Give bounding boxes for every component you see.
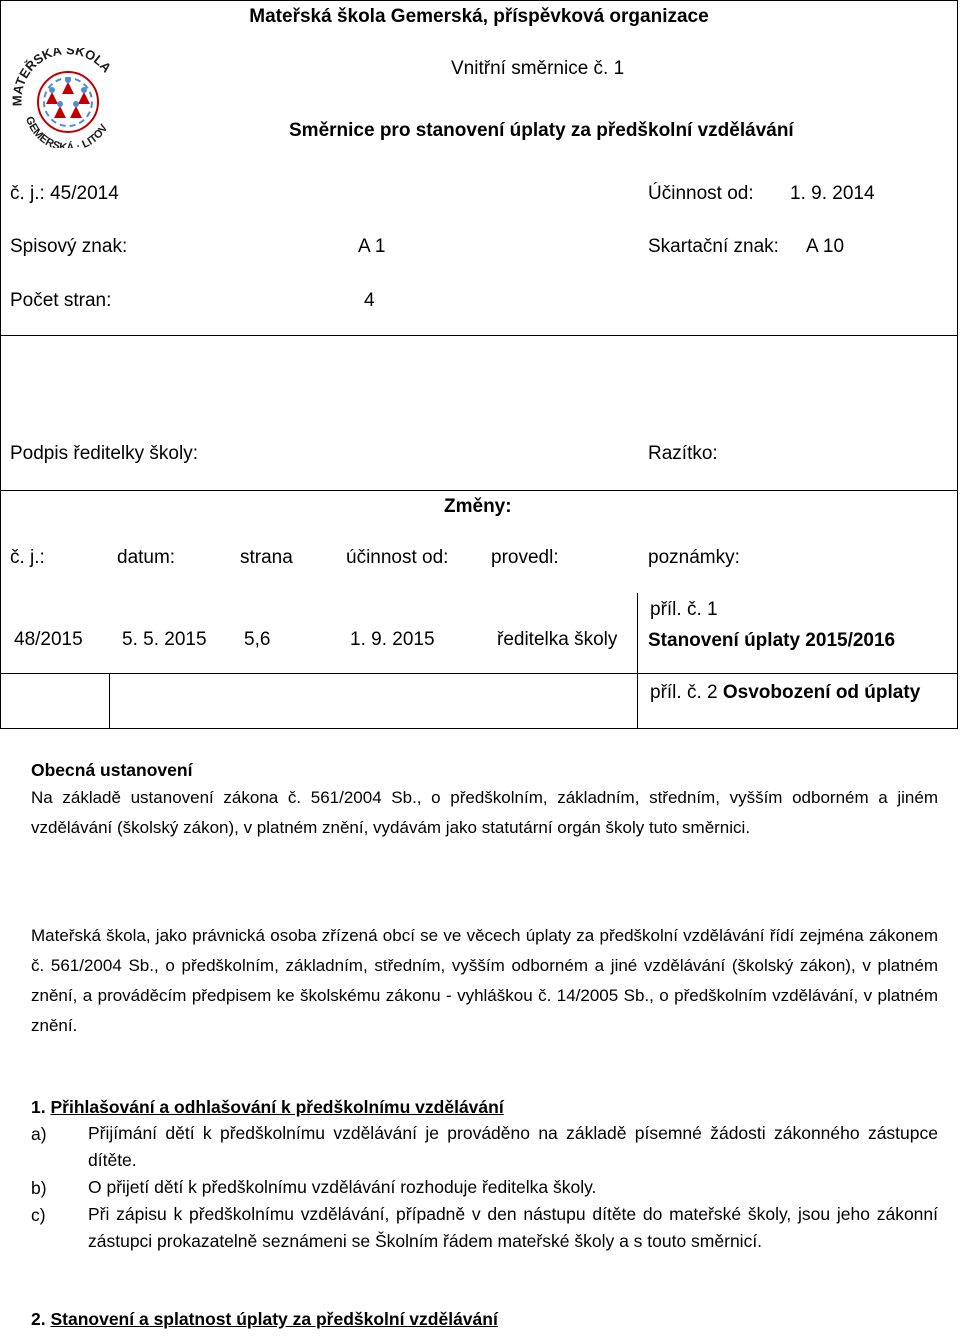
table-border-left [0, 0, 1, 729]
logo-text-top: MATEŘSKÁ ŠKOLA [9, 48, 115, 107]
table-col-divider-small [109, 673, 110, 729]
effective-label: Účinnost od: [648, 183, 754, 204]
changes-header-pages: strana [240, 547, 293, 568]
table-border-right [957, 0, 958, 729]
list-item-text-b: O přijetí dětí k předškolnímu vzdělávání rozhoduje ředitelka školy. [88, 1177, 597, 1197]
signature-label: Podpis ředitelky školy: [10, 443, 198, 464]
section-1-title: Přihlašování a odhlašování k předškolnímu vzdělávání [50, 1097, 504, 1117]
shred-code-value: A 10 [806, 236, 845, 257]
school-logo [8, 48, 126, 148]
stamp-label: Razítko: [648, 443, 718, 464]
shred-code-label: Skartační znak: [648, 236, 779, 257]
pages-label: Počet stran: [10, 290, 112, 311]
changes-header-by: provedl: [491, 547, 559, 568]
directive-title: Směrnice pro stanovení úplaty za předškolní vzdělávání [289, 120, 794, 141]
change-note2 [650, 682, 920, 704]
change-date: 5. 5. 2015 [122, 629, 207, 650]
table-border-bottom [0, 728, 958, 729]
changes-title: Změny: [444, 496, 512, 517]
directive-number: Vnitřní směrnice č. 1 [451, 58, 625, 79]
change-note2-prefix: příl. č. 2 [650, 682, 718, 703]
change-by: ředitelka školy [497, 629, 618, 650]
table-line-2 [0, 490, 958, 491]
changes-header-date: datum: [117, 547, 176, 568]
organization-name: Mateřská škola Gemerská, příspěvková organizace [249, 6, 709, 27]
table-border-top [0, 0, 958, 1]
table-line-3 [0, 673, 958, 674]
general-heading: Obecná ustanovení [31, 760, 193, 780]
change-effective: 1. 9. 2015 [350, 629, 435, 650]
table-line-1 [0, 335, 958, 336]
paragraph-1: Na základě ustanovení zákona č. 561/2004 Sb., o předškolním, základním, středním, vyšším odborném a jiném vzdělávání (školský zákon), v platném znění, vydávám jako statutární orgán školy tuto směrnici. [31, 788, 938, 837]
list-item-letter-b: b) [31, 1178, 47, 1198]
change-ref: 48/2015 [14, 629, 83, 650]
file-code-value: A 1 [358, 236, 386, 257]
changes-header-effective: účinnost od: [346, 547, 449, 568]
section-1-heading [31, 1097, 504, 1118]
changes-header-ref: č. j.: [10, 547, 45, 568]
change-pages: 5,6 [244, 629, 271, 650]
paragraph-2: Mateřská škola, jako právnická osoba zřízená obcí se ve věcech úplaty za předškolní vzdělávání řídí zejména zákonem č. 561/2004 Sb., o předškolním, základním, středním, vyšším odborném a jiné vzdělávání (školský zákon), v platném znění, a prováděcím předpisem ke školskému zákonu - vyhláškou č. 14/2005 Sb., o předškolním vzdělávání, v platném znění. [31, 926, 938, 1035]
section-2-title: Stanovení a splatnost úplaty za předškolní vzdělávání [50, 1309, 498, 1329]
list-item-letter-c: c) [31, 1205, 46, 1225]
list-item-text-a: Přijímání dětí k předškolnímu vzdělávání je prováděno na základě písemné žádosti zákonného zástupce dítěte. [88, 1123, 938, 1170]
changes-header-notes: poznámky: [648, 547, 740, 568]
section-1-number: 1. [31, 1097, 46, 1117]
change-note1-prefix: příl. č. 1 [650, 599, 718, 620]
logo-text-bottom: GEMERSKÁ · LITOV [22, 114, 111, 148]
section-2-number: 2. [31, 1309, 46, 1329]
section-2-heading [31, 1309, 498, 1330]
list-item-text-c: Při zápisu k předškolnímu vzdělávání, případně v den nástupu dítěte do mateřské školy, jsou jeho zákonní zástupci prokazatelně seznámeni se Školním řádem mateřské školy a s touto směrnicí. [88, 1204, 938, 1251]
change-note1-title: Stanovení úplaty 2015/2016 [648, 630, 896, 651]
list-item-letter-a: a) [31, 1124, 47, 1144]
reference-number: č. j.: 45/2014 [10, 183, 119, 204]
file-code-label: Spisový znak: [10, 236, 128, 257]
pages-value: 4 [364, 290, 375, 311]
table-col-divider [637, 593, 638, 729]
effective-value: 1. 9. 2014 [790, 183, 875, 204]
change-note2-title: Osvobození od úplaty [722, 682, 921, 703]
